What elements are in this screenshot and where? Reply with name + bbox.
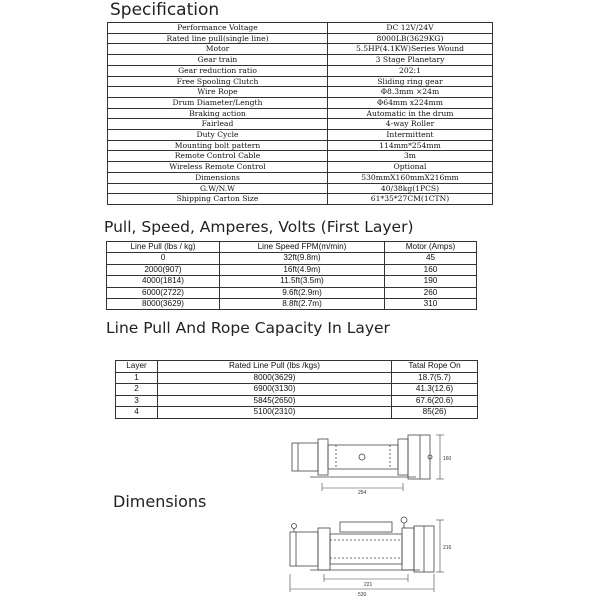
table-cell: Fairlead [108, 119, 328, 130]
table-cell: DC 12V/24V [328, 23, 493, 34]
table-cell: 61*35*27CM(1CTN) [328, 194, 493, 205]
column-header: Tatal Rope On [392, 361, 478, 373]
table-cell: Φ64mm x224mm [328, 97, 493, 108]
table-row [108, 130, 493, 141]
table-cell: 160 [385, 264, 477, 275]
table-cell: 260 [385, 287, 477, 298]
table-cell: 45 [385, 253, 477, 264]
table-cell: 8000LB(3629KG) [328, 33, 493, 44]
table-row [108, 172, 493, 183]
table-cell: 85(26) [392, 407, 478, 419]
table-cell: Gear reduction ratio [108, 65, 328, 76]
table-cell: 0 [107, 253, 220, 264]
table-cell: 4-way Roller [328, 119, 493, 130]
table-cell: 6900(3130) [158, 384, 392, 396]
table-row [107, 299, 477, 310]
table-cell: 8000(3629) [158, 372, 392, 384]
specification-table [107, 22, 493, 205]
winch-top-view-drawing [280, 425, 460, 495]
table-cell: 3m [328, 151, 493, 162]
table-row [108, 194, 493, 205]
column-header: Layer [116, 361, 158, 373]
table-cell: Free Spooling Clutch [108, 76, 328, 87]
table-row [107, 287, 477, 298]
table-row [108, 55, 493, 66]
table-cell: Braking action [108, 108, 328, 119]
table-cell: 32ft(9.8m) [220, 253, 385, 264]
table-header-row [116, 361, 478, 373]
table-cell: 40/38kg(1PCS) [328, 183, 493, 194]
table-row [107, 264, 477, 275]
pull-speed-heading: Pull, Speed, Amperes, Volts (First Layer) [104, 218, 414, 236]
top-view-height-label: 160 [443, 456, 452, 462]
table-cell: 310 [385, 299, 477, 310]
table-row [108, 140, 493, 151]
table-cell: 67.6(20.6) [392, 395, 478, 407]
table-row [108, 44, 493, 55]
table-cell: 202:1 [328, 65, 493, 76]
table-row [108, 33, 493, 44]
column-header: Rated Line Pull (lbs /kgs) [158, 361, 392, 373]
table-cell: Remote Control Cable [108, 151, 328, 162]
table-row [116, 407, 478, 419]
table-cell: 3 [116, 395, 158, 407]
table-cell: Drum Diameter/Length [108, 97, 328, 108]
table-row [116, 395, 478, 407]
table-cell: Motor [108, 44, 328, 55]
column-header: Line Pull (lbs / kg) [107, 242, 220, 253]
table-cell: 8000(3629) [107, 299, 220, 310]
dimensions-heading: Dimensions [113, 492, 207, 511]
table-cell: 2 [116, 384, 158, 396]
side-view-total-length-label: 530 [358, 592, 367, 596]
table-cell: Intermittent [328, 130, 493, 141]
table-cell: Performance Voltage [108, 23, 328, 34]
table-cell: Dimensions [108, 172, 328, 183]
column-header: Line Speed FPM(m/min) [220, 242, 385, 253]
table-cell: 114mm*254mm [328, 140, 493, 151]
table-cell: Gear train [108, 55, 328, 66]
table-cell: 16ft(4.9m) [220, 264, 385, 275]
table-cell: 4000(1814) [107, 276, 220, 287]
table-cell: Wire Rope [108, 87, 328, 98]
table-row [116, 384, 478, 396]
table-cell: 18.7(5.7) [392, 372, 478, 384]
table-cell: 5100(2310) [158, 407, 392, 419]
table-row [108, 23, 493, 34]
table-cell: Φ8.3mm ×24m [328, 87, 493, 98]
table-cell: 1 [116, 372, 158, 384]
winch-side-view-drawing [280, 510, 460, 596]
table-cell: Optional [328, 162, 493, 173]
table-row [108, 65, 493, 76]
pull-speed-table [106, 241, 477, 310]
table-cell: Mounting bolt pattern [108, 140, 328, 151]
table-header-row [107, 242, 477, 253]
table-row [108, 119, 493, 130]
table-row [108, 151, 493, 162]
table-cell: Sliding ring gear [328, 76, 493, 87]
table-cell: 9.6ft(2.9m) [220, 287, 385, 298]
table-cell: 2000(907) [107, 264, 220, 275]
table-cell: Duty Cycle [108, 130, 328, 141]
table-cell: 11.5ft(3.5m) [220, 276, 385, 287]
top-view-length-label: 254 [358, 490, 367, 495]
table-cell: 530mmX160mmX216mm [328, 172, 493, 183]
table-row [108, 76, 493, 87]
side-view-height-label: 216 [443, 545, 452, 551]
table-cell: G.W/N.W [108, 183, 328, 194]
table-row [107, 276, 477, 287]
table-row [108, 162, 493, 173]
table-row [116, 372, 478, 384]
table-cell: 8.8ft(2.7m) [220, 299, 385, 310]
table-cell: 190 [385, 276, 477, 287]
table-row [108, 183, 493, 194]
table-cell: Shipping Carton Size [108, 194, 328, 205]
table-cell: Wireless Remote Control [108, 162, 328, 173]
table-cell: 4 [116, 407, 158, 419]
table-cell: Rated line pull(single line) [108, 33, 328, 44]
table-row [108, 87, 493, 98]
specification-heading: Specification [110, 0, 220, 20]
table-cell: 41.3(12.6) [392, 384, 478, 396]
column-header: Motor (Amps) [385, 242, 477, 253]
table-cell: Automatic in the drum [328, 108, 493, 119]
table-row [107, 253, 477, 264]
table-cell: 3 Stage Planetary [328, 55, 493, 66]
table-cell: 5.5HP(4.1KW)Series Wound [328, 44, 493, 55]
table-row [108, 108, 493, 119]
layer-capacity-heading: Line Pull And Rope Capacity In Layer [106, 319, 390, 337]
table-cell: 5845(2650) [158, 395, 392, 407]
table-row [108, 97, 493, 108]
table-cell: 6000(2722) [107, 287, 220, 298]
layer-capacity-table [115, 360, 478, 419]
side-view-inner-length-label: 221 [364, 582, 373, 588]
